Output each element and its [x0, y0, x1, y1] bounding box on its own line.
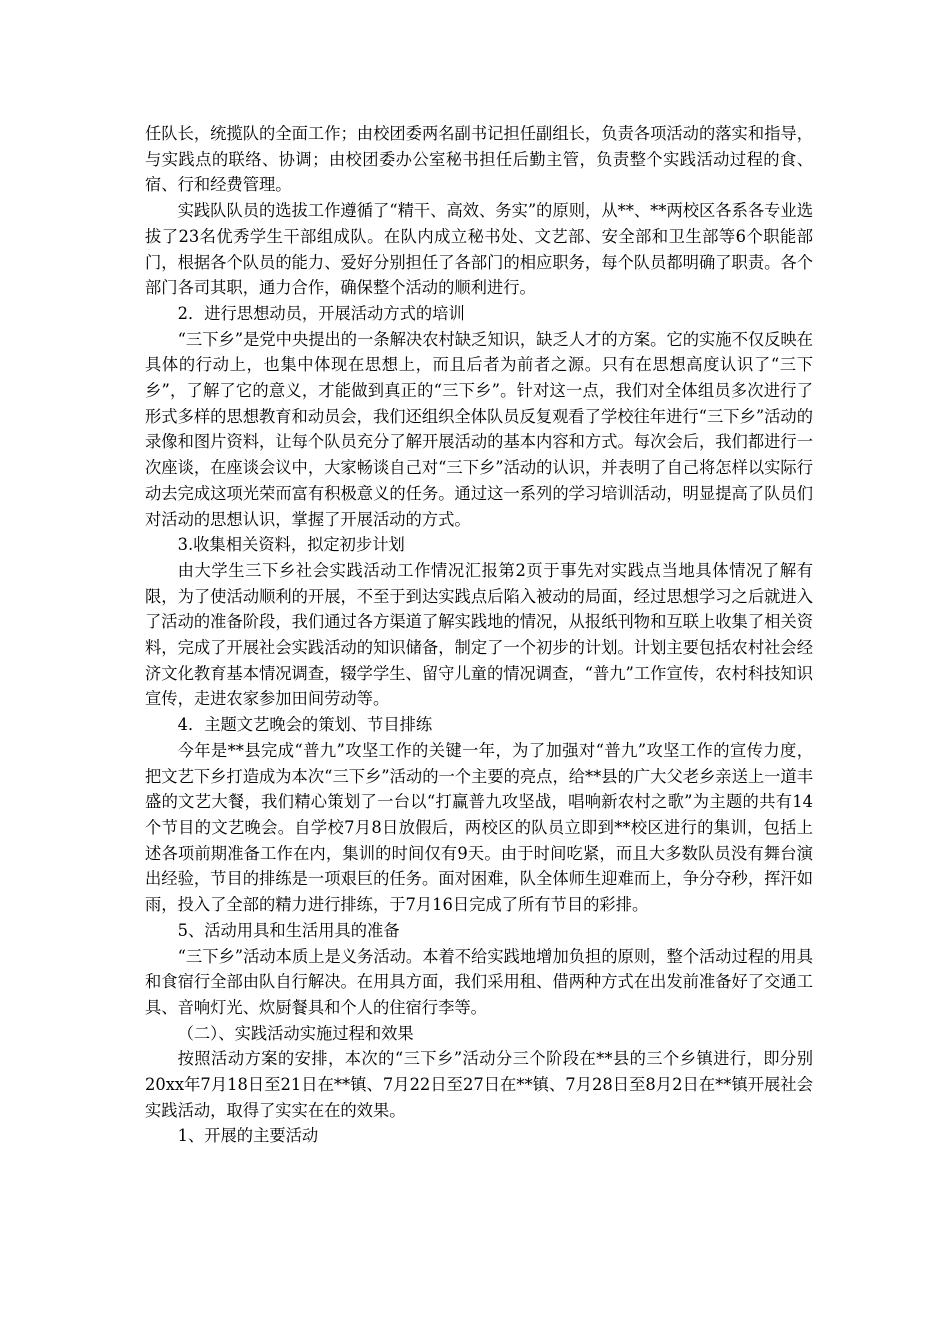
heading-equipment-preparation: 5、活动用具和生活用具的准备: [177, 920, 400, 940]
paragraph-team-leadership: 任队长，统揽队的全面工作；由校团委两名副书记担任副组长，负责各项活动的落实和指导，与实践点的联络、协调；由校团委办公室秘书担任后勤主管，负责整个实践活动过程的食、宿、行和经费管理。: [145, 124, 813, 195]
heading-implementation: （二）、实践活动实施过程和效果: [177, 1023, 414, 1043]
heading-main-activities: 1、开展的主要活动: [177, 1126, 319, 1146]
document-body: [145, 121, 813, 1149]
paragraph-implementation-stages: 按照活动方案的安排，本次的“三下乡”活动分三个阶段在**县的三个乡镇进行，即分别20xx年7月18日至21日在**镇、7月22日至27日在**镇、7月28日至8月2日在**镇开展社会实践活动，取得了实实在在的效果。: [145, 1049, 813, 1120]
paragraph-equipment: “三下乡”活动本质上是义务活动。本着不给实践地增加负担的原则，整个活动过程的用具和食宿行全部由队自行解决。在用具方面，我们采用租、借两种方式在出发前准备好了交通工具、音响灯光、炊厨餐具和个人的住宿行李等。: [145, 946, 813, 1017]
paragraph-three-to-countryside: “三下乡”是党中央提出的一条解决农村缺乏知识，缺乏人才的方案。它的实施不仅反映在具体的行动上，也集中体现在思想上，而且后者为前者之源。只有在思想高度认识了“三下乡”，了解了它的意义，才能做到真正的“三下乡”。针对这一点，我们对全体组员多次进行了形式多样的思想教育和动员会，我们还组织全体队员反复观看了学校往年进行“三下乡”活动的录像和图片资料，让每个队员充分了解开展活动的基本内容和方式。每次会后，我们都进行一次座谈，在座谈会议中，大家畅谈自己对“三下乡”活动的认识，并表明了自己将怎样以实际行动去完成这项光荣而富有积极意义的任务。通过这一系列的学习培训活动，明显提高了队员们对活动的思想认识，掌握了开展活动的方式。: [145, 329, 813, 529]
paragraph-member-selection: 实践队队员的选拔工作遵循了“精干、高效、务实”的原则，从**、**两校区各系各专业选拔了23名优秀学生干部组成队。在队内成立秘书处、文艺部、安全部和卫生部等6个职能部门，根据各个队员的能力、爱好分别担任了各部门的相应职务，每个队员都明确了职责。各个部门各司其职，通力合作，确保整个活动的顺利进行。: [145, 201, 813, 298]
heading-collect-materials: 3.收集相关资料，拟定初步计划: [177, 535, 405, 555]
heading-ideological-mobilization: 2．进行思想动员，开展活动方式的培训: [177, 303, 465, 323]
paragraph-preliminary-plan: 由大学生三下乡社会实践活动工作情况汇报第2页于事先对实践点当地具体情况了解有限，为了使活动顺利的开展，不至于到达实践点后陷入被动的局面，经过思想学习之后就进入了活动的准备阶段，我们通过各方渠道了解实践地的情况，从报纸刊物和互联上收集了相关资料，完成了开展社会实践活动的知识储备，制定了一个初步的计划。计划主要包括农村社会经济文化教育基本情况调查，辍学学生、留守儿童的情况调查，“普九”工作宣传，农村科技知识宣传，走进农家参加田间劳动等。: [145, 560, 813, 709]
paragraph-gala-rehearsal: 今年是**县完成“普九”攻坚工作的关键一年，为了加强对“普九”攻坚工作的宣传力度，把文艺下乡打造成为本次“三下乡”活动的一个主要的亮点，给**县的广大父老乡亲送上一道丰盛的文艺大餐，我们精心策划了一台以“打赢普九攻坚战，唱响新农村之歌”为主题的共有14个节目的文艺晚会。自学校7月8日放假后，两校区的队员立即到**校区进行的集训，包括上述各项前期准备工作在内，集训的时间仅有9天。由于时间吃紧，而且大多数队员没有舞台演出经验，节目的排练是一项艰巨的任务。面对困难，队全体师生迎难而上，争分夺秒，挥汗如雨，投入了全部的精力进行排练，于7月16日完成了所有节目的彩排。: [145, 740, 813, 915]
heading-gala-planning: 4．主题文艺晚会的策划、节目排练: [177, 715, 433, 735]
